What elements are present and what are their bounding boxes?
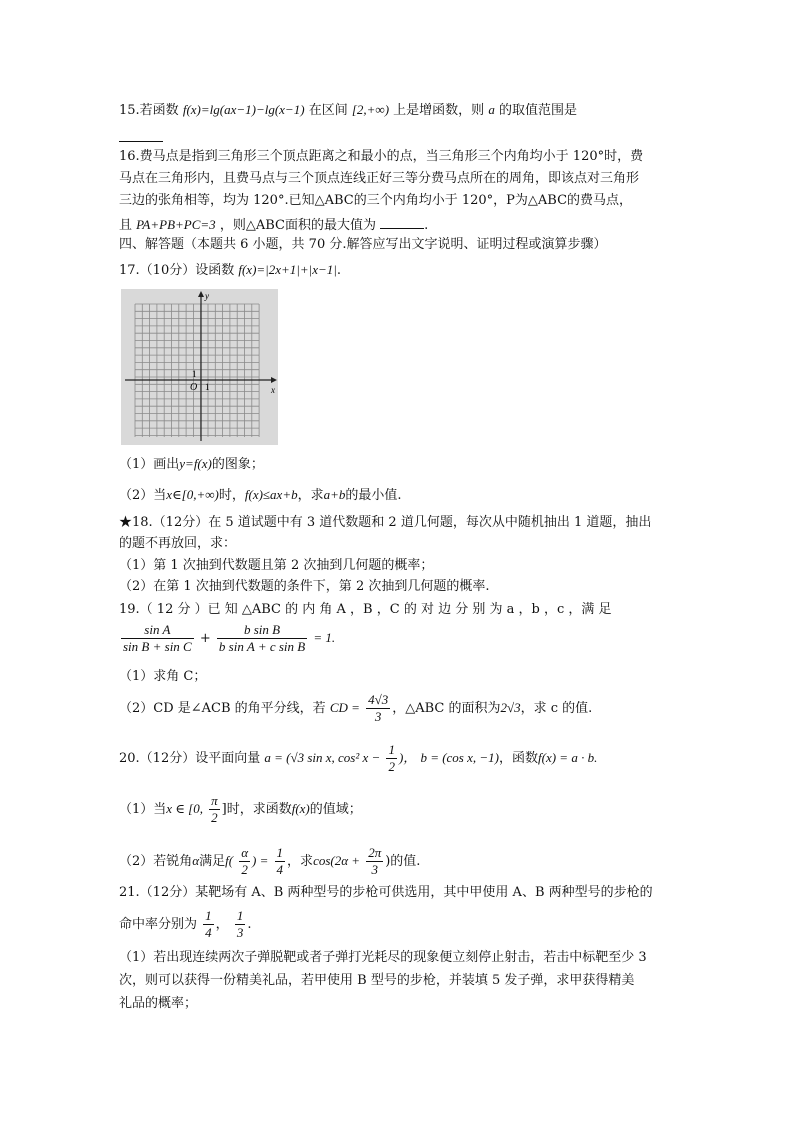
q21-l2-text: 命中率分别为 [119, 917, 198, 932]
q20-p2-h: ，求 [287, 854, 314, 869]
q19-frac-2-num: b sin B [217, 622, 307, 639]
q21-rate-a [203, 908, 214, 941]
q20-line [119, 742, 597, 775]
q17-p2-e: ，求 [297, 488, 324, 503]
q16-line-2: 马点在三角形内，且费马点与三个顶点连线正好三等分费马点所在的周角，即该点对三角形 [119, 171, 640, 186]
q15-line [119, 101, 577, 120]
q17-function: f(x)=|2x+1|+|x−1| [238, 262, 337, 277]
q20-p1-interval: x ∈ [0, [166, 801, 203, 816]
y-axis-label: y [205, 291, 209, 301]
q20-mid: ，函数 [499, 751, 539, 766]
q21-rate-a-den: 4 [205, 925, 212, 940]
q21-rate-b-num: 1 [236, 908, 244, 923]
q21-part-1-line-1: （1）若出现连续两次子弹脱靶或者子弹打光耗尽的现象便立刻停止射击，若击中标靶至少 3 [119, 950, 647, 965]
q19-line-1: 19.（ 12 分 ）已 知 △ABC 的 内 角 A ，B ，C 的 对 边 分 别 为 a ，b ，c ，满 足 [119, 602, 612, 617]
q16-line-1: 16.费马点是指到三角形三个顶点距离之和最小的点，当三角形三个内角均小于 120°时，费 [119, 149, 644, 164]
q17-p2-c: 时， [218, 488, 245, 503]
q17-end: . [336, 263, 341, 278]
q16-condition: PA+PB+PC=3 [136, 217, 216, 232]
q21-part-1-line-2: 次，则可以获得一份精美礼品，若甲使用 B 型号的步枪，并装填 5 发子弹，求甲获得精美 [119, 973, 635, 988]
q16-l4-prefix: 且 [119, 218, 133, 233]
coordinate-grid-svg [121, 289, 278, 445]
q19-part-1: （1）求角 C； [119, 669, 207, 684]
q19-p2-a: （2）CD 是∠ACB 的角平分线，若 [119, 701, 326, 716]
q21-rate-b [235, 908, 246, 941]
q15-function: f(x)=lg(ax−1)−lg(x−1) [182, 102, 305, 117]
q15-var: a [488, 102, 495, 117]
q17-p1-a: （1）画出 [119, 457, 180, 472]
q19-plus: + [199, 631, 211, 646]
q19-equation [119, 622, 335, 655]
x-axis-label: x [271, 385, 275, 395]
q18-part-1: （1）第 1 次抽到代数题且第 2 次抽到几何题的概率； [119, 558, 434, 573]
q15-tail: 的取值范围是 [498, 103, 577, 118]
q20-p2-j: )的值. [385, 854, 421, 869]
q17-p2-a: （2）当 [119, 488, 167, 503]
q17-head: 17.（10分）设函数 [119, 263, 235, 278]
q19-p2-e: ，求 c 的值. [520, 701, 593, 716]
q19-frac-1-num: sin A [121, 622, 194, 639]
q20-p2-alpha: α [192, 853, 200, 868]
q17-p2-g: 的最小值. [345, 488, 402, 503]
q21-dot: . [247, 917, 252, 932]
q20-part-1 [119, 793, 362, 826]
q20-p2-f: f( [225, 853, 234, 868]
q16-line-4: 且 PA+PB+PC=3 ，则△ABC面积的最大值为 . [119, 214, 428, 235]
y-axis-arrow-icon [198, 291, 204, 297]
x-axis-arrow-icon [271, 377, 277, 383]
q20-half-num: 1 [388, 742, 395, 757]
q21-line-2 [119, 908, 251, 941]
q20-vector-a-end: )， [398, 750, 417, 765]
q17-p2-sum: a+b [323, 487, 346, 502]
q17-p2-domain: x∈[0,+∞) [166, 487, 219, 502]
q20-p1-c: ]时，求函数 [221, 802, 292, 817]
q20-vector-a: a = (√3 sin x, cos² x − [264, 750, 381, 765]
q17-p1-c: 的图象； [211, 457, 264, 472]
q20-p2-a: （2）若锐角 [119, 854, 193, 869]
q17-p1-func: y=f(x) [179, 456, 212, 471]
q20-p1-frac-num: π [211, 793, 218, 808]
q20-p2-alpha-den: 2 [241, 862, 248, 877]
q16-l4-suffix: ，则△ABC面积的最大值为 [219, 218, 376, 233]
q20-p2-alpha-frac [239, 845, 250, 878]
q17-line [119, 261, 341, 280]
q16-answer-blank[interactable] [380, 214, 424, 229]
q18-line-1: ★18.（12分）在 5 道试题中有 3 道代数题和 2 道几何题，每次从中随机抽出 1 道题，抽出 [119, 515, 652, 530]
q20-head: 20.（12分）设平面向量 [119, 751, 261, 766]
q20-p1-f: f(x) [291, 801, 310, 816]
y-unit-label: 1 [192, 369, 197, 379]
q20-p1-a: （1）当 [119, 802, 167, 817]
q19-p2-frac [366, 692, 390, 725]
q15-answer-blank[interactable] [119, 127, 163, 148]
q20-p1-e: 的值域； [309, 802, 362, 817]
q21-sep: ， [215, 917, 229, 932]
q19-part-2 [119, 692, 592, 725]
q20-half-frac [386, 742, 397, 775]
x-unit-label: 1 [205, 382, 210, 392]
q20-part-2 [119, 845, 420, 878]
q18-part-2: （2）在第 1 次抽到代数题的条件下，第 2 次抽到几何题的概率. [119, 579, 490, 594]
q17-part-2 [119, 486, 402, 505]
q20-vector-b: b = (cos x, −1) [420, 750, 499, 765]
q19-p2-c: ，△ABC 的面积为 [392, 701, 501, 716]
q15-suffix: 上是增函数，则 [393, 103, 485, 118]
q19-p2-frac-num: 4√3 [368, 692, 389, 707]
q18-line-2: 的题不再放回，求： [119, 536, 237, 551]
q16-line-3: 三边的张角相等，均为 120°.已知△ABC的三个内角均小于 120°，P为△ABC的费马点， [119, 193, 633, 208]
q20-p2-pi-den: 3 [371, 862, 378, 877]
q20-p2-quarter-num: 1 [276, 845, 284, 860]
coordinate-grid-figure[interactable] [121, 289, 278, 445]
q20-p2-pi-frac [366, 845, 383, 878]
q17-p2-ineq: f(x)≤ax+b [244, 487, 298, 502]
q19-p2-cd: CD = [329, 700, 360, 715]
q20-p2-pi-num: 2π [368, 845, 382, 860]
q19-frac-1 [121, 622, 194, 655]
q20-p1-frac [209, 793, 220, 826]
q15-interval: [2,+∞) [351, 102, 390, 117]
q21-rate-b-den: 3 [236, 925, 244, 940]
q20-p2-cos: cos(2α + [313, 853, 361, 868]
q20-p2-alpha-num: α [241, 845, 249, 860]
q17-part-1 [119, 455, 264, 474]
q20-p1-frac-den: 2 [211, 810, 218, 825]
origin-label: O [190, 382, 198, 393]
q20-p2-quarter-frac [275, 845, 286, 878]
q21-line-1: 21.（12分）某靶场有 A、B 两种型号的步枪可供选用，其中甲使用 A、B 两种型号的步枪的 [119, 885, 653, 900]
q19-p2-frac-den: 3 [374, 709, 382, 724]
q21-part-1-line-3: 礼品的概率； [119, 996, 198, 1011]
q19-frac-1-den: sin B + sin C [123, 639, 192, 654]
q19-p2-area: 2√3 [500, 700, 521, 715]
q15-prefix: 15.若函数 [119, 103, 179, 118]
q19-frac-2 [217, 622, 307, 655]
q20-p2-g: ) = [252, 853, 269, 868]
q20-half-den: 2 [388, 759, 395, 774]
q20-fdef: f(x) = a · b. [538, 750, 598, 765]
q20-p2-b: 满足 [199, 854, 226, 869]
q21-rate-a-num: 1 [205, 908, 212, 923]
q20-p2-quarter-den: 4 [276, 862, 284, 877]
q19-frac-2-den: b sin A + c sin B [218, 639, 306, 654]
q19-eq: = 1. [313, 630, 336, 645]
q15-mid: 在区间 [308, 103, 348, 118]
section-4-heading: 四、解答题（本题共 6 小题，共 70 分.解答应写出文字说明、证明过程或演算步骤） [119, 237, 607, 252]
